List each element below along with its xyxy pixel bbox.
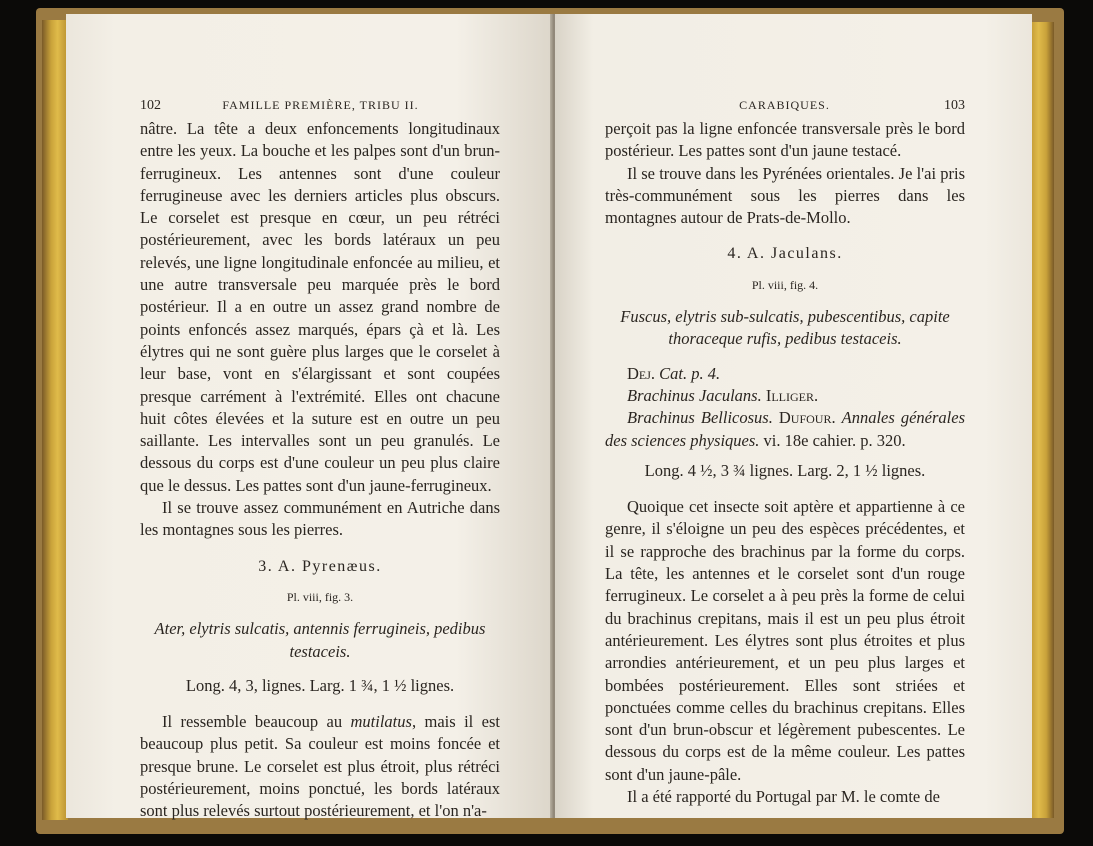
author: Dej. (627, 363, 656, 383)
reference: vi. 18e cahier. p. 320. (759, 430, 906, 450)
synonym-line (605, 363, 965, 385)
synonym-line (605, 407, 965, 452)
right-page-content (605, 94, 965, 808)
page-number: 103 (944, 98, 965, 113)
latin-diagnosis: Fuscus, elytris sub-sulcatis, pubescentibus, capite thoraceque rufis, pedibus testaceis. (620, 307, 950, 349)
italic-term: mutilatus (350, 712, 412, 732)
dimensions: Long. 4 ½, 3 ¾ lignes. Larg. 2, 1 ½ lignes. (644, 460, 926, 480)
dimensions: Long. 4, 3, lignes. Larg. 1 ¾, 1 ½ lignes. (185, 675, 455, 695)
plate-reference: Pl. viii, fig. 4. (751, 277, 819, 292)
author: Dufour. (778, 408, 836, 428)
paragraph (140, 711, 500, 822)
paragraph: perçoit pas la ligne enfoncée transversale près le bord postérieur. Les pattes sont d'un jaune testacé. (605, 119, 965, 161)
latin-diagnosis: Ater, elytris sulcatis, antennis ferrugineis, pedibus testaceis. (154, 619, 486, 661)
page-number: 102 (140, 98, 161, 113)
gilt-page-edge-left (42, 20, 68, 820)
running-head: CARABIQUES. (739, 98, 830, 112)
synonym-name: Brachinus Jaculans. (627, 385, 762, 405)
author: Illiger. (765, 385, 819, 405)
left-page-header (140, 94, 500, 112)
paragraph: Il se trouve dans les Pyrénées orientales. Je l'ai pris très-communément sous les pierres dans les montagnes autour de Prats-de-Mollo. (605, 163, 965, 228)
right-page (555, 14, 1032, 818)
paragraph: nâtre. La tête a deux enfoncements longitudinaux entre les yeux. La bouche et les palpes sont d'un brun-ferrugineux. Les antennes sont d'une couleur ferrugineuse avec les derniers articles plus obscurs. Le corselet est presque en cœur, un peu rétréci postérieurement, avec les bords latéraux un peu relevés, une ligne longitudinale enfoncée au milieu, et une autre transversale peu marquée près le bord postérieur. Il a en outre un assez grand nombre de points enfoncés assez marqués, épars çà et là. Les élytres qui ne sont guère plus larges que le corselet à leur base, vont en s'élargissant et sont coupées presque carrément à l'extrémité. Elles ont chacune huit côtes élevées et la suture est en outre un peu saillante. Les intervalles sont un peu granulés. Le dessous du corps est d'une couleur un peu plus claire que le dessus. Les pattes sont d'un jaune-ferrugineux. (140, 119, 500, 495)
synonym-line (605, 385, 965, 407)
text-span: Il ressemble beaucoup au (162, 712, 351, 732)
species-heading: 3. A. Pyrenæus. (258, 557, 382, 575)
paragraph: Il a été rapporté du Portugal par M. le comte de (627, 787, 940, 807)
synonym-name: Brachinus Bellicosus. (627, 408, 773, 428)
right-page-header (605, 94, 965, 112)
text-span: , mais il est beaucoup plus petit. Sa couleur est moins foncée et presque brune. Le corselet est plus étroit, plus rétréci postérieurement, moins ponctué, les bords latéraux sont plus relevés surtout postérieurement, et l'on n'a- (140, 712, 500, 821)
left-page-content (140, 94, 500, 823)
left-page (66, 14, 553, 821)
plate-reference: Pl. viii, fig. 3. (286, 589, 354, 604)
species-heading: 4. A. Jaculans. (727, 245, 843, 263)
reference: Cat. p. 4. (659, 363, 721, 383)
journal-title: Annales générales des sciences physiques. (605, 408, 965, 450)
paragraph: Il se trouve assez communément en Autriche dans les montagnes sous les pierres. (140, 498, 500, 540)
paragraph: Quoique cet insecte soit aptère et appartienne à ce genre, il s'éloigne un peu des espèces précédentes, et il se rapproche des brachinus par la forme du corps. La tête, les antennes et le corselet sont d'un rouge ferrugineux. Le corselet a à peu près la forme de celui du brachinus crepitans, mais il est un peu plus étroit antérieurement. Les élytres sont plus étroites et plus arrondies antérieurement, et un peu plus larges et bombées postérieurement. Elles sont striées et ponctuées comme celles du brachinus crepitans. Elles sont d'un brun-obscur et légèrement pubescentes. Le dessous du corps est de la même couleur. Les pattes sont d'un jaune-pâle. (605, 497, 965, 784)
running-head: FAMILLE PREMIÈRE, TRIBU II. (222, 98, 419, 112)
